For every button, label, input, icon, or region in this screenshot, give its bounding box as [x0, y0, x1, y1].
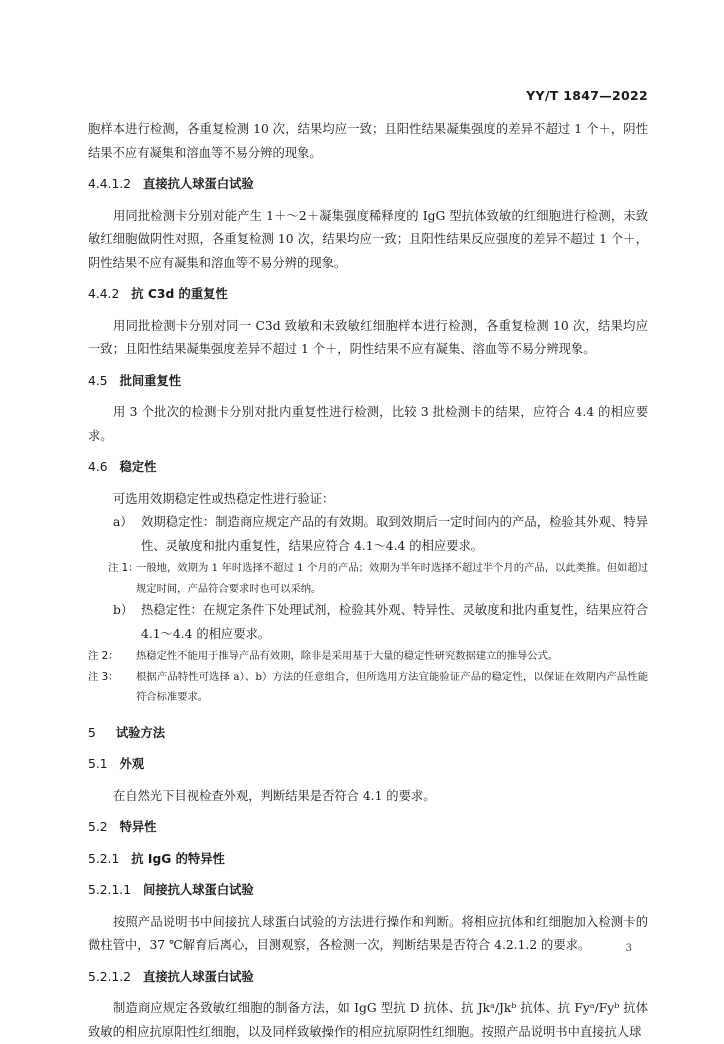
paragraph-4-4-1-2: 用同批检测卡分别对能产生 1＋～2＋凝集强度稀释度的 IgG 型抗体致敏的红细胞进行检测，未致敏红细胞做阴性对照，各重复检测 10 次，结果均应一致；且阳性结果反应强度的差异不超过 1 个＋，阴性结果不应有凝集和溶血等不易分辨的现象。: [88, 208, 648, 270]
note-text: 热稳定性不能用于推导产品有效期，除非是采用基于大量的稳定性研究数据建立的推导公式。: [136, 650, 559, 662]
paragraph-4-6: 可选用效期稳定性或热稳定性进行验证：: [113, 491, 335, 506]
heading-title: 外观: [119, 757, 145, 771]
note-label: 注 2：: [88, 650, 119, 662]
heading-4-4-1-2: [88, 173, 648, 197]
heading-4-4-2: [88, 283, 648, 307]
note-text: 一般地，效期为 1 年时选择不超过 1 个月的产品；效期为半年时选择不超过半个月的产品，以此类推。但如超过规定时间，产品符合要求时也可以采纳。: [136, 562, 648, 595]
list-item-a: [88, 511, 648, 558]
note-3: [88, 667, 648, 708]
heading-number: 5: [88, 725, 96, 740]
heading-4-5: [88, 370, 648, 394]
heading-number: 5.2.1.2: [88, 969, 132, 984]
note-1: [88, 558, 648, 599]
list-marker: a）: [113, 515, 133, 529]
heading-number: 4.4.2: [88, 287, 120, 301]
note-label: 注 3：: [88, 670, 119, 683]
list-item-b: [88, 599, 648, 646]
heading-title: 稳定性: [119, 460, 157, 474]
heading-title: 间接抗人球蛋白试验: [143, 883, 254, 897]
heading-5: [88, 722, 648, 746]
heading-5-2-1-1: [88, 879, 648, 903]
heading-number: 4.4.1.2: [88, 177, 132, 191]
heading-number: 4.6: [88, 460, 108, 474]
paragraph-5-2-1-1: 按照产品说明书中间接抗人球蛋白试验的方法进行操作和判断。将相应抗体和红细胞加入检测卡的微柱管中，37 ℃解育后离心，目测观察，各检测一次，判断结果是否符合 4.2.1.2 的要求。: [88, 914, 648, 952]
paragraph-continued: 胞样本进行检测，各重复检测 10 次，结果均应一致；且阳性结果凝集强度的差异不超过 1 个＋，阴性结果不应有凝集和溶血等不易分辨的现象。: [88, 122, 648, 160]
heading-5-1: [88, 753, 648, 777]
note-label: 注 1：: [108, 562, 139, 574]
standard-code: YY/T 1847—2022: [526, 88, 648, 103]
heading-title: 直接抗人球蛋白试验: [143, 177, 254, 191]
heading-number: 4.5: [88, 373, 108, 388]
list-item-text: 热稳定性：在规定条件下处理试剂，检验其外观、特异性、灵敏度和批内重复性，结果应符合 4.1～4.4 的相应要求。: [141, 603, 648, 641]
heading-title: 特异性: [119, 820, 157, 834]
paragraph-5-1: 在自然光下目视检查外观，判断结果是否符合 4.1 的要求。: [113, 788, 436, 803]
paragraph-5-2-1-2: 制造商应规定各致敏红细胞的制备方法，如 IgG 型抗 D 抗体、抗 Jkᵃ/Jkᵇ 抗体、抗 Fyᵃ/Fyᵇ 抗体致敏的相应抗原阳性红细胞，以及同样致敏操作的相应抗原阴性红细胞。按照产品说明书中直接抗人球: [88, 1001, 648, 1039]
heading-title: 批间重复性: [119, 373, 182, 388]
list-item-text: 效期稳定性：制造商应规定产品的有效期。取到效期后一定时间内的产品，检验其外观、特异性、灵敏度和批内重复性，结果应符合 4.1～4.4 的相应要求。: [141, 515, 648, 553]
heading-title: 试验方法: [115, 725, 166, 740]
heading-5-2-1: [88, 848, 648, 872]
paragraph-4-4-2: 用同批检测卡分别对同一 C3d 致敏和未致敏红细胞样本进行检测，各重复检测 10 次，结果均应一致；且阳性结果凝集强度差异不超过 1 个＋，阴性结果不应有凝集、溶血等不易分辨现象。: [88, 318, 648, 356]
heading-number: 5.2.1: [88, 851, 120, 866]
heading-5-2: [88, 816, 648, 840]
heading-title: 抗 IgG 的特异性: [131, 851, 225, 866]
note-text: 根据产品特性可选择 a）、b）方法的任意组合，但所选用方法宜能验证产品的稳定性，以保证在效期内产品性能符合标准要求。: [136, 670, 648, 703]
heading-5-2-1-2: [88, 966, 648, 990]
page-number: 3: [625, 943, 632, 954]
heading-4-6: [88, 456, 648, 480]
list-marker: b）: [113, 603, 134, 617]
heading-title: 直接抗人球蛋白试验: [143, 969, 254, 984]
note-2: [88, 646, 648, 667]
paragraph-4-5: 用 3 个批次的检测卡分别对批内重复性进行检测，比较 3 批检测卡的结果，应符合 4.4 的相应要求。: [88, 405, 648, 443]
heading-number: 5.1: [88, 757, 108, 771]
document-body: [88, 118, 648, 1044]
heading-number: 5.2: [88, 820, 108, 834]
heading-title: 抗 C3d 的重复性: [131, 287, 228, 301]
heading-number: 5.2.1.1: [88, 883, 132, 897]
